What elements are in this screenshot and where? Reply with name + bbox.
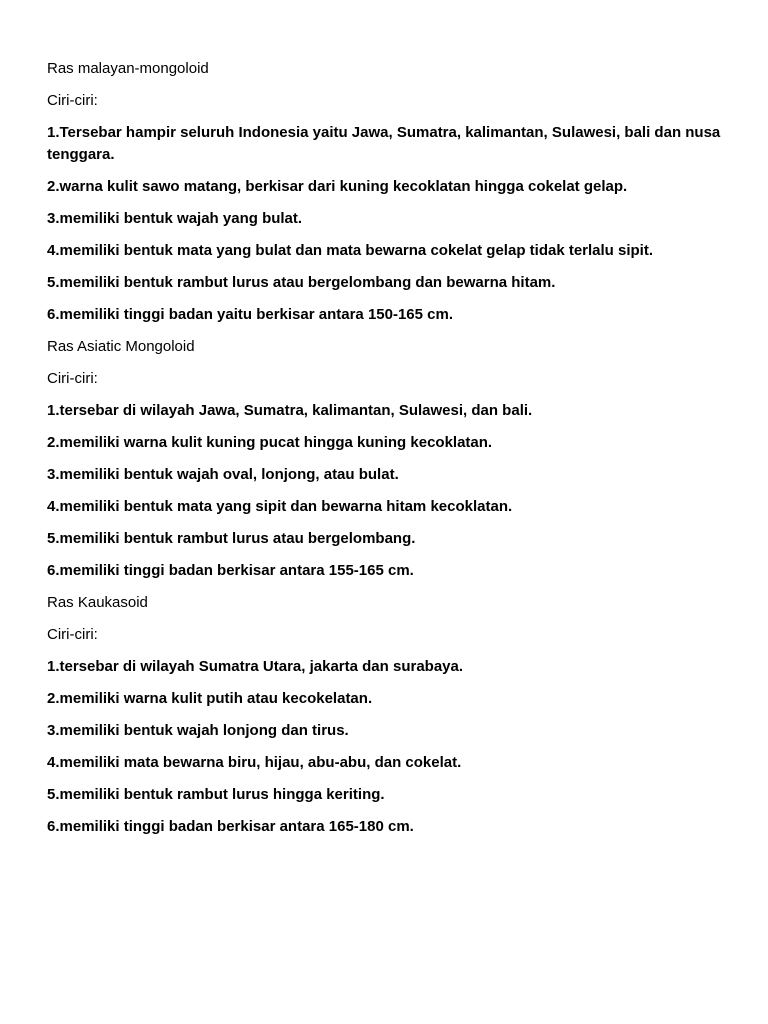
section-subtitle: Ciri-ciri:: [47, 92, 98, 109]
list-item: 2.warna kulit sawo matang, berkisar dari kuning kecoklatan hingga cokelat gelap.: [47, 178, 628, 195]
list-item: 4.memiliki mata bewarna biru, hijau, abu-abu, dan cokelat.: [47, 754, 462, 771]
list-item: 5.memiliki bentuk rambut lurus hingga keriting.: [47, 786, 385, 803]
section-title: Ras malayan-mongoloid: [47, 60, 209, 77]
list-item: 3.memiliki bentuk wajah yang bulat.: [47, 210, 303, 227]
section-subtitle: Ciri-ciri:: [47, 370, 98, 387]
list-item: 1.tersebar di wilayah Sumatra Utara, jakarta dan surabaya.: [47, 658, 464, 675]
list-item: 4.memiliki bentuk mata yang bulat dan mata bewarna cokelat gelap tidak terlalu sipit.: [47, 242, 654, 259]
list-item: 6.memiliki tinggi badan yaitu berkisar antara 150-165 cm.: [47, 306, 454, 323]
section-asiatic-mongoloid: [47, 336, 727, 582]
list-item: 4.memiliki bentuk mata yang sipit dan bewarna hitam kecoklatan.: [47, 498, 513, 515]
list-item: 6.memiliki tinggi badan berkisar antara 155-165 cm.: [47, 562, 414, 579]
document-page: [47, 58, 727, 848]
list-item: 2.memiliki warna kulit kuning pucat hingga kuning kecoklatan.: [47, 434, 493, 451]
list-item: 2.memiliki warna kulit putih atau kecokelatan.: [47, 690, 373, 707]
list-item: 5.memiliki bentuk rambut lurus atau bergelombang.: [47, 530, 416, 547]
section-kaukasoid: [47, 592, 727, 838]
section-title: Ras Asiatic Mongoloid: [47, 338, 195, 355]
section-malayan-mongoloid: [47, 58, 727, 326]
section-subtitle: Ciri-ciri:: [47, 626, 98, 643]
list-item: 6.memiliki tinggi badan berkisar antara 165-180 cm.: [47, 818, 414, 835]
list-item: 1.tersebar di wilayah Jawa, Sumatra, kalimantan, Sulawesi, dan bali.: [47, 402, 533, 419]
list-item: 3.memiliki bentuk wajah lonjong dan tirus.: [47, 722, 349, 739]
section-title: Ras Kaukasoid: [47, 594, 148, 611]
list-item: 1.Tersebar hampir seluruh Indonesia yaitu Jawa, Sumatra, kalimantan, Sulawesi, bali dan nusa tenggara.: [47, 124, 721, 163]
list-item: 3.memiliki bentuk wajah oval, lonjong, atau bulat.: [47, 466, 399, 483]
list-item: 5.memiliki bentuk rambut lurus atau bergelombang dan bewarna hitam.: [47, 274, 556, 291]
